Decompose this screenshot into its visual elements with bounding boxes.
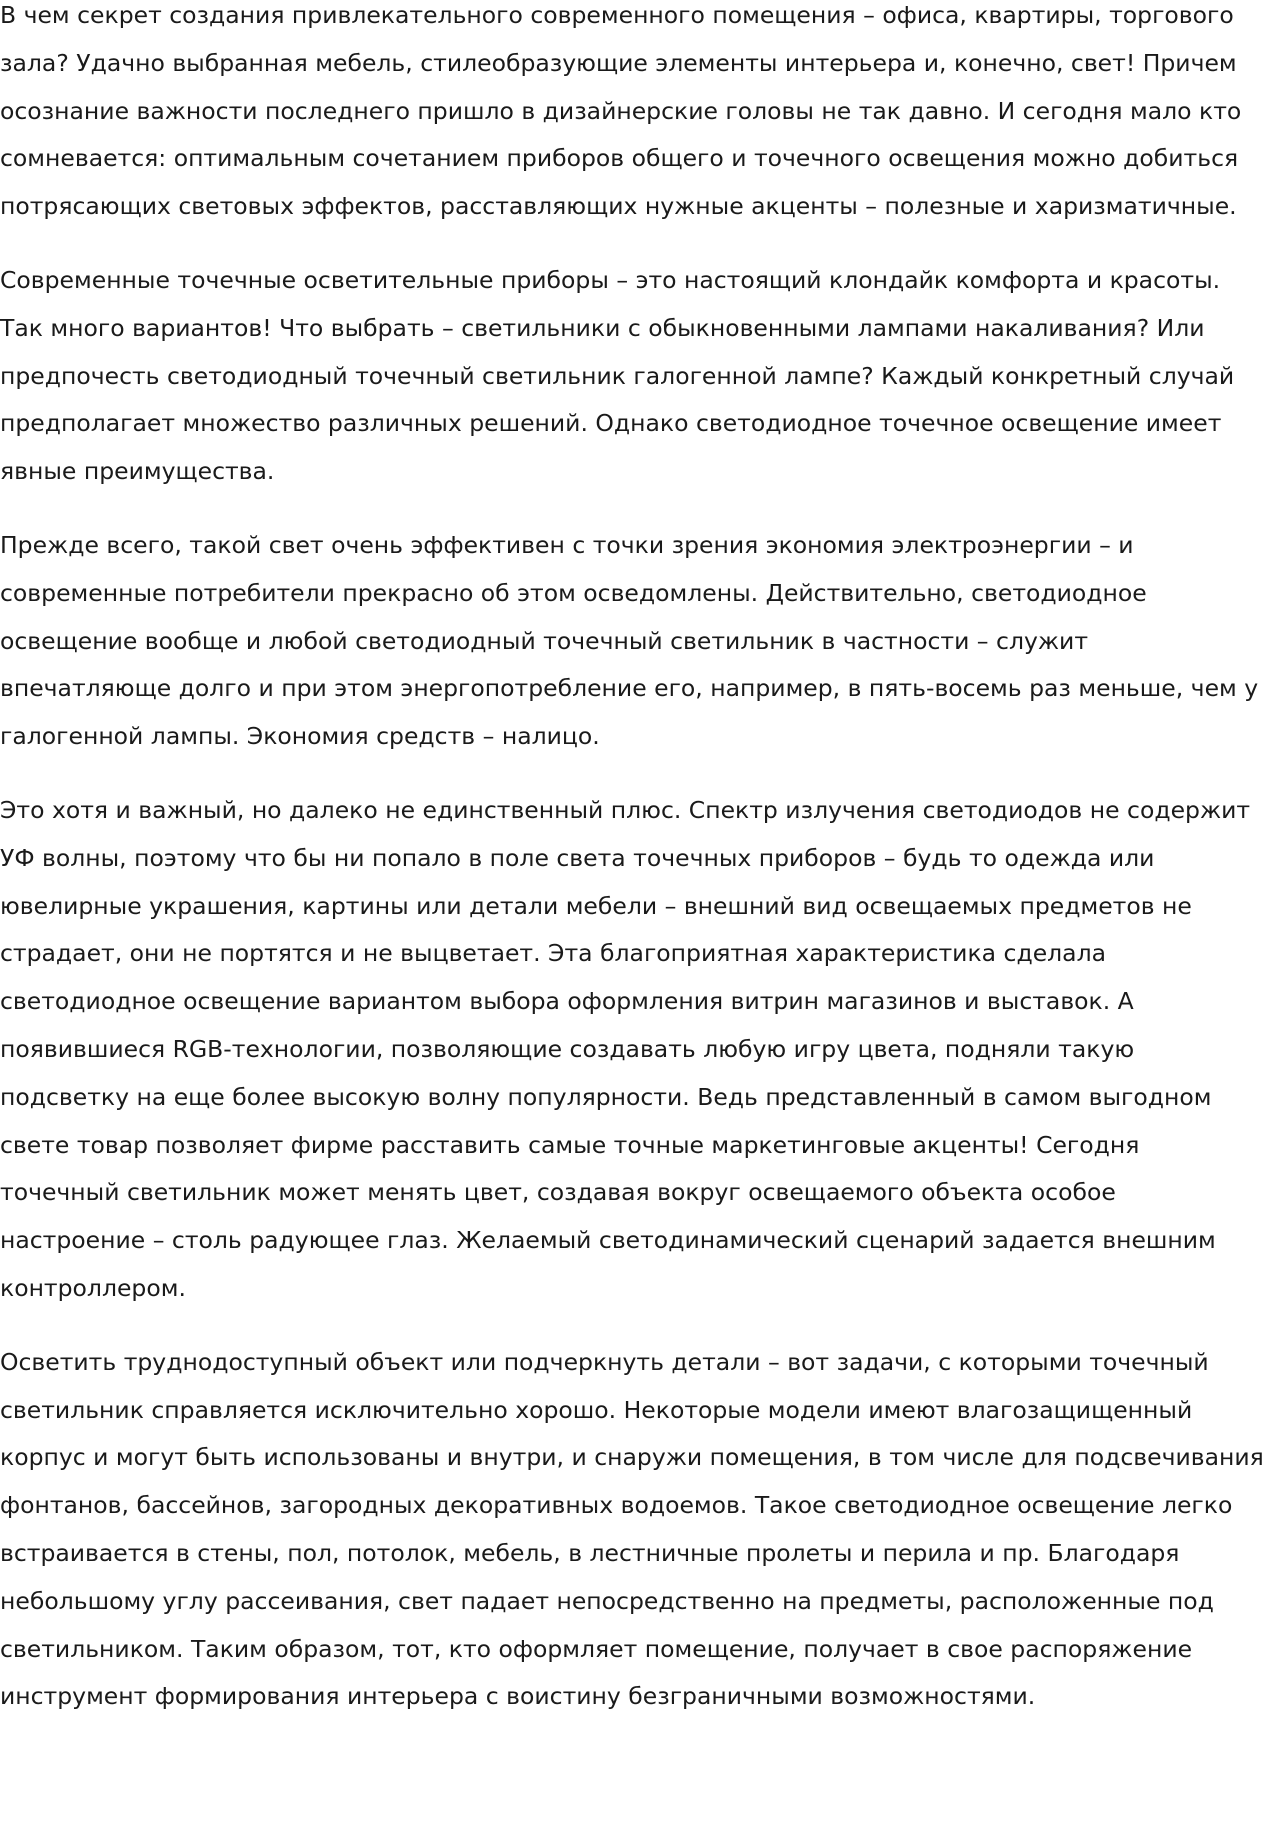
article-paragraph: Современные точечные осветительные приборы – это настоящий клондайк комфорта и красоты. Так много вариантов! Что выбрать – светильники с обыкновенными лампами накаливания? Или предпочесть светодиодный точечный светильник галогенной лампе? Каждый конкретный случай предполагает множество различных решений. Однако светодиодное точечное освещение имеет явные преимущества. bbox=[0, 265, 1235, 486]
article-paragraph: Осветить труднодоступный объект или подчеркнуть детали – вот задачи, с которыми точечный светильник справляется исключительно хорошо. Некоторые модели имеют влагозащищенный корпус и могут быть использованы и внутри, и снаружи помещения, в том числе для подсвечивания фонтанов, бассейнов, загородных декоративных водоемов. Такое светодиодное освещение легко встраивается в стены, пол, потолок, мебель, в лестничные пролеты и перила и пр. Благодаря небольшому углу рассеивания, свет падает непосредственно на предметы, расположенные под светильником. Таким образом, тот, кто оформляет помещение, получает в свое распоряжение инструмент формирования интерьера с воистину безграничными возможностями. bbox=[0, 1347, 1264, 1711]
article-paragraph: Прежде всего, такой свет очень эффективен с точки зрения экономия электроэнергии – и современные потребители прекрасно об этом осведомлены. Действительно, светодиодное освещение вообще и любой светодиодный точечный светильник в частности – служит впечатляюще долго и при этом энергопотребление его, например, в пять-восемь раз меньше, чем у галогенной лампы. Экономия средств – налицо. bbox=[0, 530, 1259, 751]
article-paragraph: В чем секрет создания привлекательного современного помещения – офиса, квартиры, торгового зала? Удачно выбранная мебель, стилеобразующие элементы интерьера и, конечно, свет! Причем осознание важности последнего пришло в дизайнерские головы не так давно. И сегодня мало кто сомневается: оптимальным сочетанием приборов общего и точечного освещения можно добиться потрясающих световых эффектов, расставляющих нужные акценты – полезные и харизматичные. bbox=[0, 1, 1242, 221]
article-paragraph: Это хотя и важный, но далеко не единственный плюс. Спектр излучения светодиодов не содержит УФ волны, поэтому что бы ни попало в поле света точечных приборов – будь то одежда или ювелирные украшения, картины или детали мебели – внешний вид освещаемых предметов не страдает, они не портятся и не выцветает. Эта благоприятная характеристика сделала светодиодное освещение вариантом выбора оформления витрин магазинов и выставок. А появившиеся RGB-технологии, позволяющие создавать любую игру цвета, подняли такую подсветку на еще более высокую волну популярности. Ведь представленный в самом выгодном свете товар позволяет фирме расставить самые точные маркетинговые акценты! Сегодня точечный светильник может менять цвет, создавая вокруг освещаемого объекта особое настроение – столь радующее глаз. Желаемый светодинамический сценарий задается внешним контроллером. bbox=[0, 795, 1251, 1302]
